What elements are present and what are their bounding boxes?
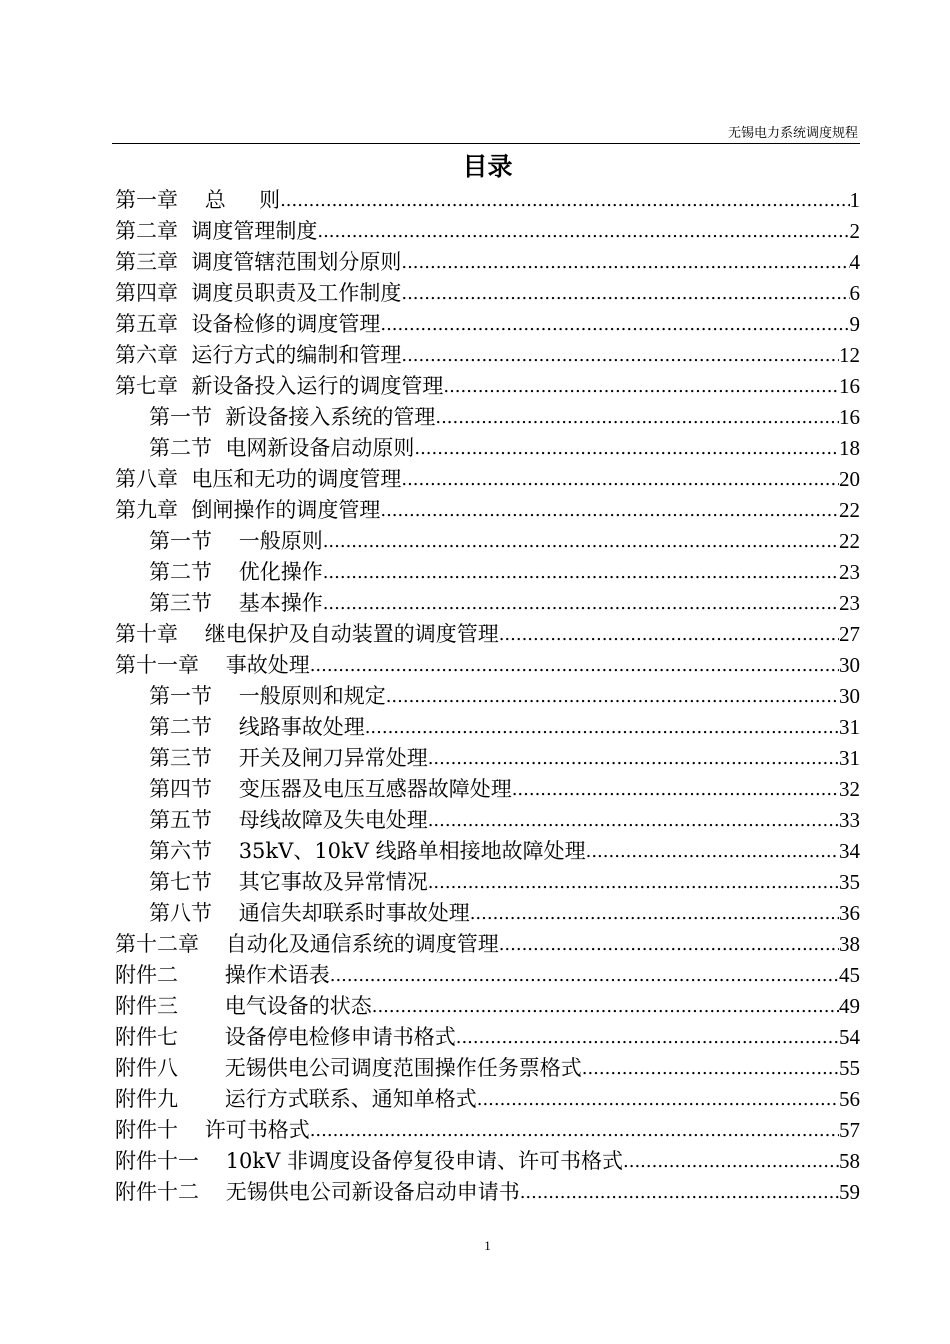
toc-entry-page: 27 [839, 622, 860, 646]
toc-dot-leader [512, 774, 839, 805]
toc-dot-leader [317, 216, 849, 247]
toc-entry[interactable] [115, 1084, 860, 1115]
toc-dot-leader [401, 278, 849, 309]
toc-entry-page: 2 [849, 219, 860, 243]
toc-dot-leader [520, 1177, 839, 1208]
toc-entry-page: 23 [839, 591, 860, 615]
running-header: 无锡电力系统调度规程 [727, 126, 858, 141]
toc-entry[interactable] [115, 433, 860, 464]
toc-dot-leader [499, 929, 839, 960]
toc-entry[interactable] [115, 216, 860, 247]
toc-entry-label: 第三章 调度管辖范围划分原则 [115, 250, 402, 274]
toc-entry-label: 第六章 运行方式的编制和管理 [115, 343, 402, 367]
toc-dot-leader [428, 743, 839, 774]
toc-entry-label: 第八节 通信失却联系时事故处理 [149, 901, 470, 925]
toc-entry-label: 第三节 开关及闸刀异常处理 [149, 746, 428, 770]
toc-entry-label: 第四章 调度员职责及工作制度 [115, 281, 402, 305]
toc-dot-leader [365, 712, 839, 743]
toc-entry-page: 18 [839, 436, 860, 460]
toc-dot-leader [435, 402, 839, 433]
toc-entry[interactable] [115, 774, 860, 805]
toc-entry-page: 34 [839, 839, 860, 863]
toc-entry-label: 第一节 一般原则 [149, 529, 323, 553]
toc-dot-leader [477, 1084, 839, 1115]
toc-entry-page: 9 [849, 312, 860, 336]
toc-entry-page: 57 [839, 1118, 860, 1142]
toc-entry[interactable] [115, 960, 860, 991]
toc-dot-leader [323, 588, 839, 619]
toc-dot-leader [499, 619, 839, 650]
toc-entry-page: 1 [849, 188, 860, 212]
toc-dot-leader [401, 340, 839, 371]
toc-entry[interactable] [115, 743, 860, 774]
toc-entry-page: 32 [839, 777, 860, 801]
toc-entry[interactable] [115, 681, 860, 712]
toc-entry[interactable] [115, 898, 860, 929]
toc-title: 目录 [462, 152, 513, 181]
toc-dot-leader [323, 526, 839, 557]
toc-entry[interactable] [115, 929, 860, 960]
toc-entry[interactable] [115, 526, 860, 557]
toc-dot-leader [323, 557, 839, 588]
toc-entry[interactable] [115, 805, 860, 836]
toc-entry[interactable] [115, 588, 860, 619]
toc-dot-leader [414, 433, 839, 464]
toc-entry-label: 附件十二 无锡供电公司新设备启动申请书 [115, 1180, 520, 1204]
toc-entry-label: 第七章 新设备投入运行的调度管理 [115, 374, 444, 398]
table-of-contents [115, 185, 860, 1208]
toc-entry[interactable] [115, 309, 860, 340]
toc-entry-label: 第一节 一般原则和规定 [149, 684, 386, 708]
toc-entry-page: 45 [839, 963, 860, 987]
toc-entry-label: 附件九 运行方式联系、通知单格式 [115, 1087, 477, 1111]
toc-entry-label: 附件三 电气设备的状态 [115, 994, 372, 1018]
toc-dot-leader [401, 247, 849, 278]
toc-entry-page: 38 [839, 932, 860, 956]
toc-entry-page: 31 [839, 746, 860, 770]
toc-entry-label: 第二节 电网新设备启动原则 [149, 436, 415, 460]
toc-entry-page: 23 [839, 560, 860, 584]
toc-entry[interactable] [115, 1022, 860, 1053]
toc-dot-leader [428, 867, 839, 898]
toc-entry-page: 30 [839, 653, 860, 677]
toc-entry-label: 第六节 35kV、10kV 线路单相接地故障处理 [149, 839, 586, 863]
toc-entry-page: 55 [839, 1056, 860, 1080]
toc-entry-page: 30 [839, 684, 860, 708]
toc-entry[interactable] [115, 402, 860, 433]
toc-entry-label: 第五节 母线故障及失电处理 [149, 808, 428, 832]
toc-entry-page: 49 [839, 994, 860, 1018]
toc-dot-leader [586, 836, 839, 867]
toc-entry-label: 第九章 倒闸操作的调度管理 [115, 498, 381, 522]
toc-entry[interactable] [115, 650, 860, 681]
toc-dot-leader [372, 991, 839, 1022]
toc-entry-label: 附件十一 10kV 非调度设备停复役申请、许可书格式 [115, 1149, 623, 1173]
toc-entry[interactable] [115, 495, 860, 526]
toc-entry-label: 附件八 无锡供电公司调度范围操作任务票格式 [115, 1056, 582, 1080]
toc-dot-leader [428, 805, 839, 836]
toc-dot-leader [330, 960, 839, 991]
toc-dot-leader [280, 185, 849, 216]
toc-entry-label: 附件十 许可书格式 [115, 1118, 310, 1142]
toc-dot-leader [582, 1053, 839, 1084]
toc-entry-page: 12 [839, 343, 860, 367]
toc-dot-leader [380, 309, 849, 340]
toc-entry-label: 附件二 操作术语表 [115, 963, 330, 987]
toc-entry-label: 第八章 电压和无功的调度管理 [115, 467, 402, 491]
toc-entry[interactable] [115, 1146, 860, 1177]
toc-entry[interactable] [115, 836, 860, 867]
toc-entry[interactable] [115, 619, 860, 650]
toc-entry[interactable] [115, 557, 860, 588]
toc-entry-label: 第十一章 事故处理 [115, 653, 310, 677]
toc-entry[interactable] [115, 278, 860, 309]
toc-entry-page: 59 [839, 1180, 860, 1204]
toc-entry-label: 第二节 线路事故处理 [149, 715, 365, 739]
toc-entry[interactable] [115, 371, 860, 402]
toc-entry-page: 22 [839, 529, 860, 553]
header-rule [112, 143, 860, 144]
toc-entry-page: 35 [839, 870, 860, 894]
toc-entry-label: 第五章 设备检修的调度管理 [115, 312, 381, 336]
toc-entry-label: 第二节 优化操作 [149, 560, 323, 584]
toc-entry-page: 16 [839, 405, 860, 429]
toc-entry[interactable] [115, 712, 860, 743]
toc-entry[interactable] [115, 1115, 860, 1146]
toc-entry-page: 36 [839, 901, 860, 925]
toc-entry[interactable] [115, 340, 860, 371]
toc-entry-label: 第一节 新设备接入系统的管理 [149, 405, 436, 429]
toc-entry-label: 第十二章 自动化及通信系统的调度管理 [115, 932, 499, 956]
toc-entry-label: 第三节 基本操作 [149, 591, 323, 615]
toc-entry-label: 第二章 调度管理制度 [115, 219, 318, 243]
toc-dot-leader [470, 898, 839, 929]
toc-entry-page: 54 [839, 1025, 860, 1049]
toc-entry[interactable] [115, 1177, 860, 1208]
toc-entry[interactable] [115, 991, 860, 1022]
toc-entry-label: 第一章 总 则 [115, 188, 281, 212]
toc-entry-page: 20 [839, 467, 860, 491]
toc-dot-leader [310, 650, 839, 681]
toc-entry-page: 22 [839, 498, 860, 522]
toc-dot-leader [310, 1115, 839, 1146]
toc-entry-page: 4 [849, 250, 860, 274]
toc-dot-leader [380, 495, 839, 526]
toc-entry-label: 第十章 继电保护及自动装置的调度管理 [115, 622, 499, 646]
toc-dot-leader [623, 1146, 839, 1177]
toc-entry[interactable] [115, 464, 860, 495]
toc-entry-page: 33 [839, 808, 860, 832]
toc-entry-label: 附件七 设备停电检修申请书格式 [115, 1025, 456, 1049]
toc-dot-leader [386, 681, 839, 712]
toc-entry[interactable] [115, 247, 860, 278]
toc-entry[interactable] [115, 1053, 860, 1084]
toc-dot-leader [456, 1022, 839, 1053]
toc-entry[interactable] [115, 867, 860, 898]
toc-entry-label: 第四节 变压器及电压互感器故障处理 [149, 777, 512, 801]
toc-entry-label: 第七节 其它事故及异常情况 [149, 870, 428, 894]
toc-entry-page: 16 [839, 374, 860, 398]
toc-entry-page: 31 [839, 715, 860, 739]
page-number: 1 [484, 1238, 491, 1253]
toc-dot-leader [443, 371, 839, 402]
toc-entry-page: 56 [839, 1087, 860, 1111]
toc-dot-leader [401, 464, 839, 495]
toc-entry-page: 6 [849, 281, 860, 305]
toc-entry[interactable] [115, 185, 860, 216]
toc-entry-page: 58 [839, 1149, 860, 1173]
